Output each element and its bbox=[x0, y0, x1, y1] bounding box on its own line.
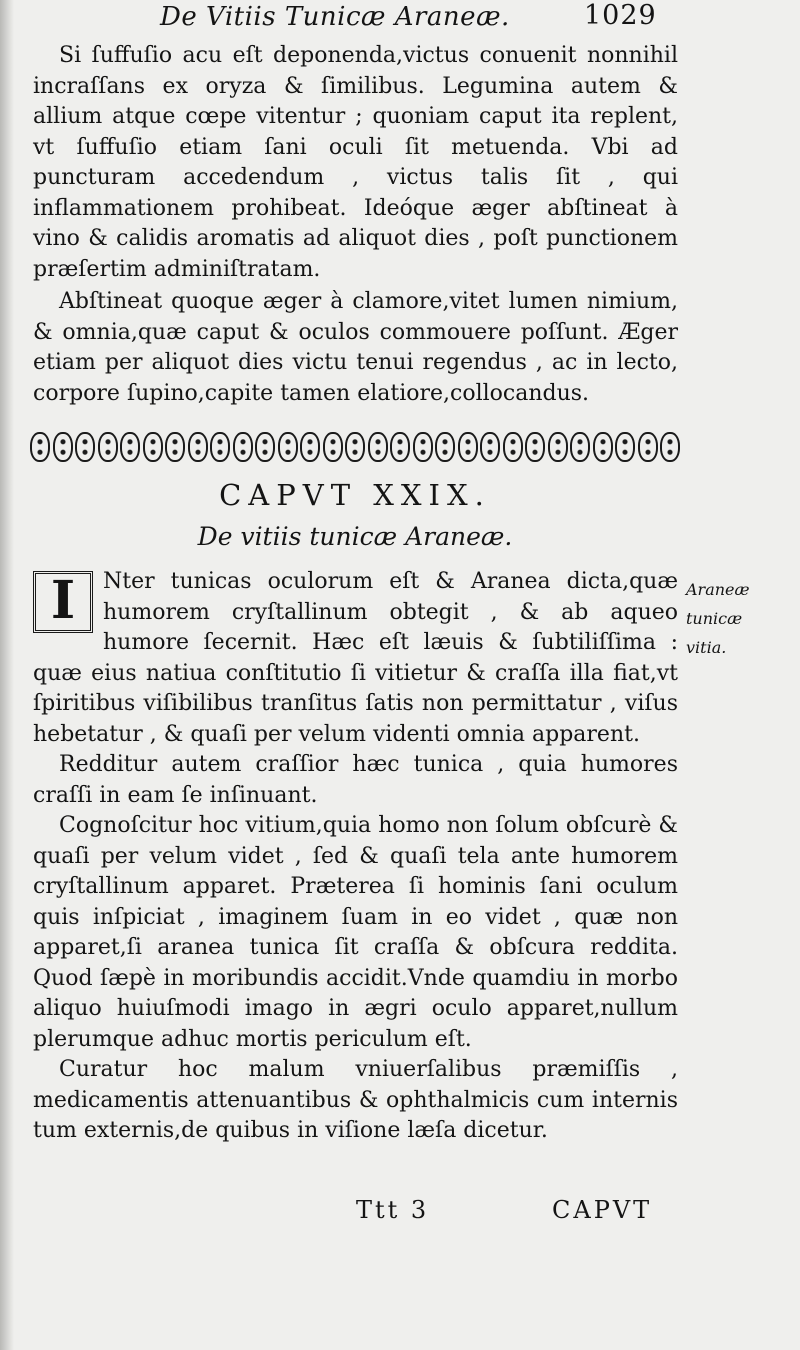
running-title: De Vitiis Tunicæ Araneæ. bbox=[160, 2, 510, 32]
chapter-first-paragraph bbox=[33, 567, 678, 750]
drop-cap-initial: I bbox=[33, 571, 93, 633]
ornament-glyph bbox=[120, 432, 140, 462]
chapter-body bbox=[33, 567, 678, 1147]
ornament-glyph bbox=[255, 432, 275, 462]
marginal-note-line: Araneæ bbox=[686, 580, 750, 599]
page-number: 1029 bbox=[584, 0, 657, 31]
ornament-glyph bbox=[525, 432, 545, 462]
ornament-glyph bbox=[548, 432, 568, 462]
marginal-note-line: vitia. bbox=[686, 638, 727, 657]
ornament-glyph bbox=[435, 432, 455, 462]
paragraph-cognoscitur: Cognoſcitur hoc vitium,quia homo non ſolum obſcurè & quaſi per velum videt , ſed & quaſi tela ante humorem cryſtallinum apparet. Præterea ſi hominis ſani oculum quis inſpiciat , imaginem ſuam in eo videt , quæ non apparet,ſi aranea tunica ſit craſſa & obſcura reddita. Quod ſæpè in moribundis accidit.Vnde quamdiu in morbo aliquo huiuſmodi imago in ægri oculo apparet,nullum plerumque adhuc mortis periculum eſt. bbox=[33, 813, 678, 1052]
chapter-heading: CAPVT XXIX. bbox=[219, 478, 491, 512]
ornament-glyph bbox=[143, 432, 163, 462]
signature-mark: Ttt 3 bbox=[356, 1196, 430, 1224]
ornament-glyph bbox=[413, 432, 433, 462]
paragraph-redditur: Redditur autem craſſior hæc tunica , quia humores craſſi in eam ſe inſinuant. bbox=[33, 752, 678, 808]
running-head bbox=[0, 0, 800, 38]
paragraph-suffusio: Si ſuffuſio acu eſt deponenda,victus conuenit nonnihil incraſſans ex oryza & ſimilibus. Legumina autem & allium atque cœpe vitentur ; quoniam caput ita replent, vt ſuffuſio etiam ſani oculi ſit metuenda. Vbi ad puncturam accedendum , victus talis ſit , qui inflammationem prohibeat. Ideóque æger abſtineat à vino & calidis aromatis ad aliquot dies , poſt punctionem præſertim adminiſtratam. bbox=[33, 43, 678, 282]
ornament-glyph bbox=[593, 432, 613, 462]
ornament-glyph bbox=[368, 432, 388, 462]
ornament-glyph bbox=[210, 432, 230, 462]
ornament-glyph bbox=[638, 432, 658, 462]
catchword: CAPVT bbox=[552, 1196, 653, 1224]
ornament-glyph bbox=[503, 432, 523, 462]
paragraph-curatur: Curatur hoc malum vniuerſalibus præmiſſis , medicamentis attenuantibus & ophthalmicis cum internis tum externis,de quibus in viſione læſa dicetur. bbox=[33, 1057, 678, 1143]
paragraph-abstineat: Abſtineat quoque æger à clamore,vitet lumen nimium, & omnia,quæ caput & oculos commouere poſſunt. Æger etiam per aliquot dies victu tenui regendus , ac in lecto, corpore ſupino,capite tamen elatiore,collocandus. bbox=[33, 289, 678, 406]
ornament-glyph bbox=[53, 432, 73, 462]
ornament-glyph bbox=[30, 432, 50, 462]
ornament-glyph bbox=[458, 432, 478, 462]
ornament-glyph bbox=[345, 432, 365, 462]
marginal-note-line: tunicæ bbox=[686, 609, 743, 628]
ornament-glyph bbox=[278, 432, 298, 462]
ornament-glyph bbox=[188, 432, 208, 462]
ornament-glyph bbox=[75, 432, 95, 462]
chapter-subtitle: De vitiis tunicæ Araneæ. bbox=[197, 522, 513, 551]
ornament-glyph bbox=[480, 432, 500, 462]
ornament-glyph bbox=[660, 432, 680, 462]
ornament-glyph bbox=[615, 432, 635, 462]
ornament-glyph bbox=[233, 432, 253, 462]
first-paragraph-text: Nter tunicas oculorum eſt & Aranea dicta,quæ humorem cryſtallinum obtegit , & ab aqueo humore ſecernit. Hæc eſt læuis & ſubtiliſſima : quæ eius natiua conſtitutio ſi vitietur & craſſa illa fiat,vt ſpiritibus viſibilibus tranſitus ſatis non permittatur , viſus hebetatur , & quaſi per velum videnti omnia apparent. bbox=[33, 569, 678, 747]
ornament-glyph bbox=[165, 432, 185, 462]
ornament-glyph bbox=[390, 432, 410, 462]
ornament-glyph bbox=[323, 432, 343, 462]
ornament-glyph bbox=[570, 432, 590, 462]
ornament-glyph bbox=[300, 432, 320, 462]
ornament-glyph bbox=[98, 432, 118, 462]
ornamental-divider bbox=[30, 428, 680, 466]
marginal-note bbox=[686, 575, 796, 662]
